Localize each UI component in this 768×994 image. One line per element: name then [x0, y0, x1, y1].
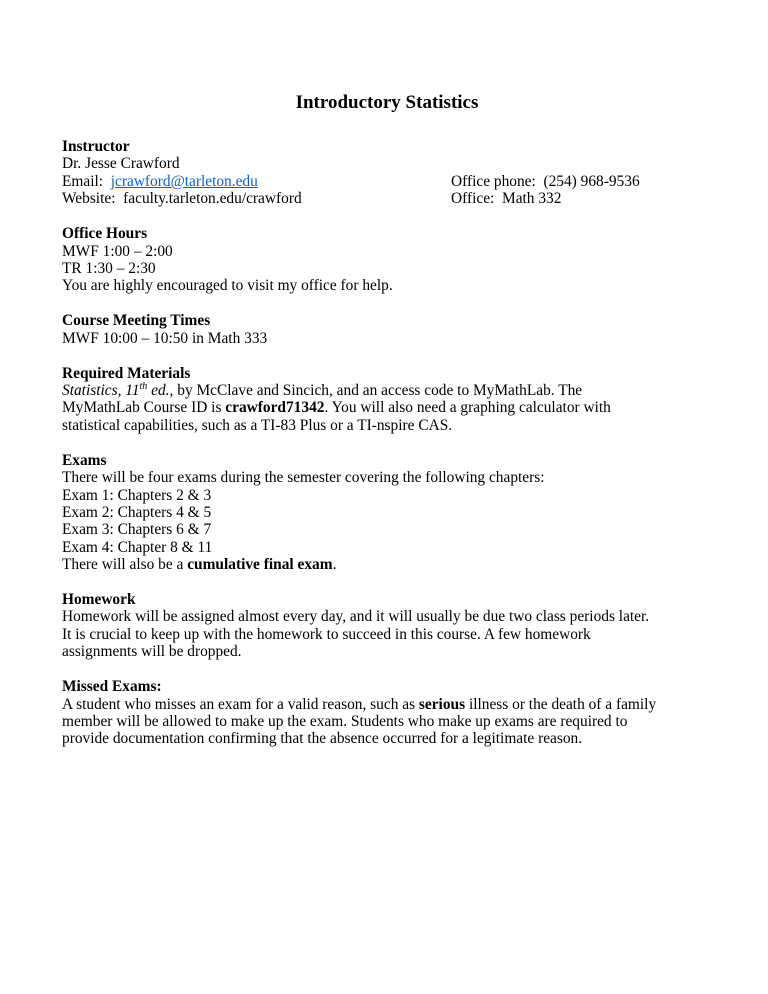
final-exam-bold: cumulative final exam	[187, 556, 333, 574]
office-line	[451, 190, 640, 207]
office-hours-line: MWF 1:00 – 2:00	[62, 242, 173, 260]
office-label: Office:	[451, 190, 495, 208]
website-line	[62, 190, 451, 207]
materials-text: . You will also need a graphing calculator with	[324, 399, 611, 417]
materials-section	[62, 365, 712, 435]
final-exam-line	[62, 556, 712, 573]
email-line	[62, 173, 451, 190]
homework-line: assignments will be dropped.	[62, 643, 242, 661]
email-link[interactable]: jcrawford@tarleton.edu	[110, 172, 258, 190]
book-title	[62, 382, 170, 399]
exams-heading: Exams	[62, 451, 107, 469]
meeting-line: MWF 10:00 – 10:50 in Math 333	[62, 329, 268, 347]
missed-text: illness or the death of a family	[465, 695, 657, 713]
book-title-text: Statistics, 11	[62, 381, 140, 399]
missed-line: member will be allowed to make up the exam. Students who make up exams are required to	[62, 712, 628, 730]
book-title-sup: th	[139, 380, 148, 392]
website-text: faculty.tarleton.edu/crawford	[123, 190, 302, 208]
exams-section	[62, 452, 712, 574]
meeting-heading: Course Meeting Times	[62, 312, 211, 330]
website-label: Website:	[62, 190, 116, 208]
missed-text: A student who misses an exam for a valid reason, such as	[62, 695, 419, 713]
materials-text: , by McClave and Sincich, and an access code to MyMathLab. The	[169, 381, 583, 399]
phone-value: (254) 968-9536	[543, 172, 640, 190]
homework-line: It is crucial to keep up with the homework to succeed in this course. A few homework	[62, 625, 591, 643]
missed-line: provide documentation confirming that the absence occurred for a legitimate reason.	[62, 730, 583, 748]
office-hours-line: TR 1:30 – 2:30	[62, 259, 156, 277]
missed-exams-heading: Missed Exams:	[62, 678, 162, 696]
meeting-section	[62, 312, 712, 347]
office-hours-heading: Office Hours	[62, 225, 148, 243]
homework-section	[62, 591, 712, 661]
office-hours-section	[62, 225, 712, 295]
homework-line: Homework will be assigned almost every day, and it will usually be due two class periods later.	[62, 608, 650, 626]
exam-item: Exam 2: Chapters 4 & 5	[62, 503, 212, 521]
book-title-ed: ed.	[147, 381, 170, 399]
syllabus-page	[62, 92, 712, 765]
materials-line: statistical capabilities, such as a TI-83 Plus or a TI-nspire CAS.	[62, 416, 453, 434]
final-text: .	[332, 556, 337, 574]
email-label: Email:	[62, 172, 104, 190]
course-id: crawford71342	[225, 399, 325, 417]
missed-exams-section	[62, 678, 712, 748]
exam-item: Exam 4: Chapter 8 & 11	[62, 538, 213, 556]
materials-text: MyMathLab Course ID is	[62, 399, 226, 417]
exam-item: Exam 3: Chapters 6 & 7	[62, 521, 212, 539]
exams-intro: There will be four exams during the semester covering the following chapters:	[62, 469, 545, 487]
phone-label: Office phone:	[451, 172, 536, 190]
page-title: Introductory Statistics	[295, 92, 479, 113]
final-text: There will also be a	[62, 556, 188, 574]
exam-item: Exam 1: Chapters 2 & 3	[62, 486, 212, 504]
office-hours-line: You are highly encouraged to visit my office for help.	[62, 277, 393, 295]
office-value: Math 332	[502, 190, 562, 208]
instructor-name: Dr. Jesse Crawford	[62, 155, 180, 173]
materials-heading: Required Materials	[62, 364, 191, 382]
missed-line	[62, 696, 712, 713]
phone-line	[451, 173, 640, 190]
materials-line	[62, 382, 712, 399]
instructor-section	[62, 138, 712, 208]
materials-line	[62, 399, 712, 416]
instructor-heading: Instructor	[62, 138, 130, 155]
homework-heading: Homework	[62, 591, 136, 609]
serious-bold: serious	[418, 695, 466, 713]
